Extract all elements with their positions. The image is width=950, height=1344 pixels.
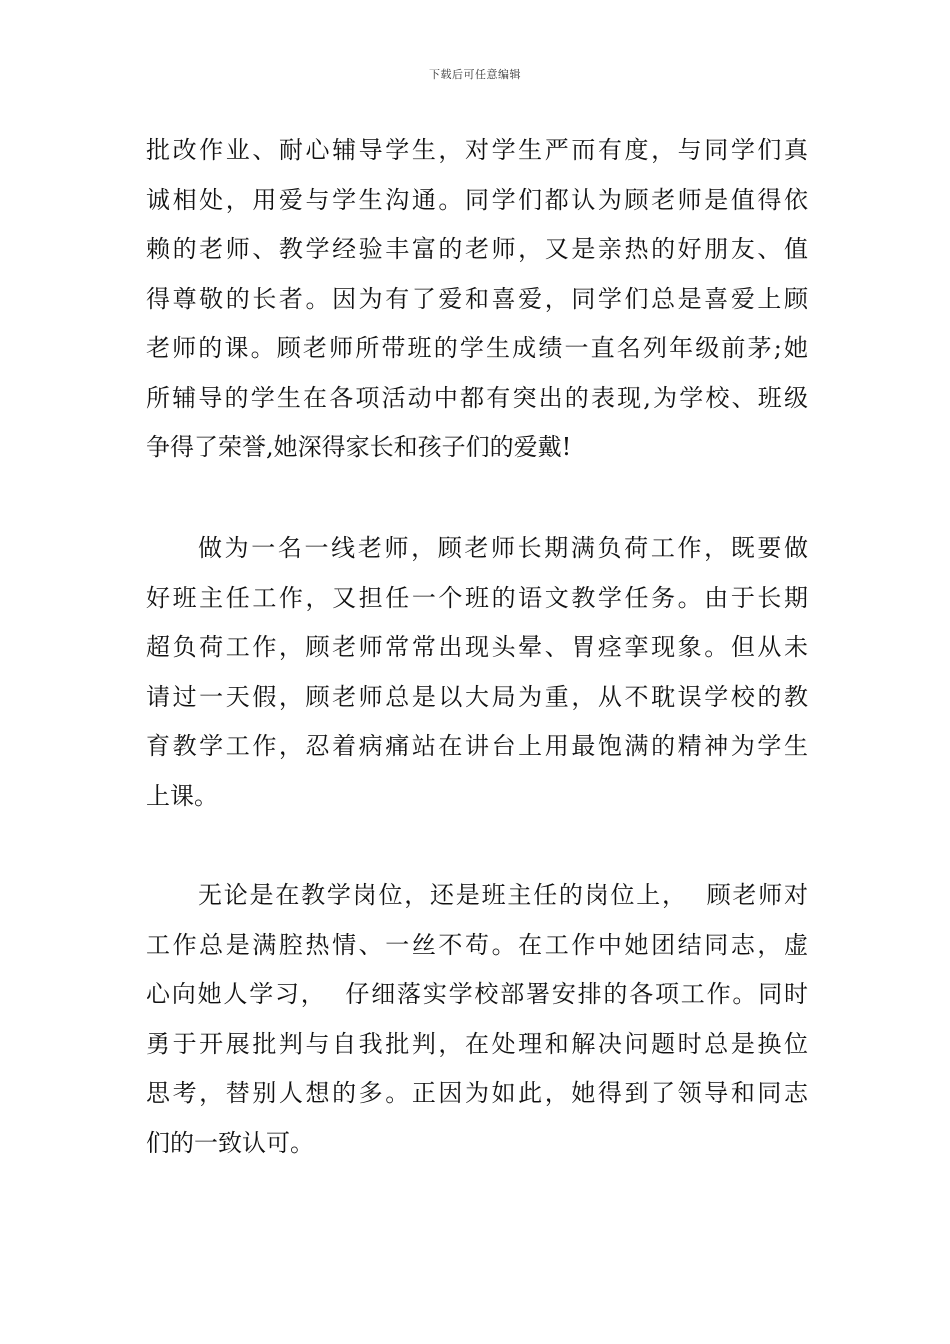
paragraph-line: 所辅导的学生在各项活动中都有突出的表现,为学校、班级 [146,383,808,412]
paragraph-line: 工作总是满腔热情、一丝不苟。在工作中她团结同志，虚 [146,930,808,959]
paragraph-line: 诚相处，用爱与学生沟通。同学们都认为顾老师是值得依 [146,185,808,214]
paragraph-line: 育教学工作，忍着病痛站在讲台上用最饱满的精神为学生 [146,732,808,760]
paragraph-line: 无论是在教学岗位，还是班主任的岗位上， 顾老师对 [198,881,808,909]
paragraph-line: 批改作业、耐心辅导学生，对学生严而有度，与同学们真 [146,136,808,164]
paragraph-line: 超负荷工作，顾老师常常出现头晕、胃痉挛现象。但从未 [146,633,808,661]
paragraph-1 [146,126,808,473]
paragraph-3 [146,871,808,1168]
paragraph-line: 赖的老师、教学经验丰富的老师，又是亲热的好朋友、值 [146,235,808,263]
paragraph-line: 做为一名一线老师，顾老师长期满负荷工作，既要做 [198,534,808,562]
paragraph-2 [146,524,808,821]
download-editable-note: 下载后可任意编辑 [429,68,521,81]
paragraph-line: 争得了荣誉,她深得家长和孩子们的爱戴! [146,433,572,461]
paragraph-line: 上课。 [146,781,218,810]
paragraph-line: 心向她人学习， 仔细落实学校部署安排的各项工作。同时 [146,980,808,1008]
paragraph-line: 好班主任工作，又担任一个班的语文教学任务。由于长期 [146,583,808,612]
paragraph-line: 请过一天假，顾老师总是以大局为重，从不耽误学校的教 [146,682,808,711]
paragraph-line: 老师的课。顾老师所带班的学生成绩一直名列年级前茅;她 [146,334,808,362]
paragraph-line: 勇于开展批判与自我批判，在处理和解决问题时总是换位 [146,1029,808,1058]
paragraph-line: 得尊敬的长者。因为有了爱和喜爱，同学们总是喜爱上顾 [146,284,808,313]
paragraph-line: 们的一致认可。 [146,1128,314,1157]
paragraph-line: 思考，替别人想的多。正因为如此，她得到了领导和同志 [146,1079,808,1107]
